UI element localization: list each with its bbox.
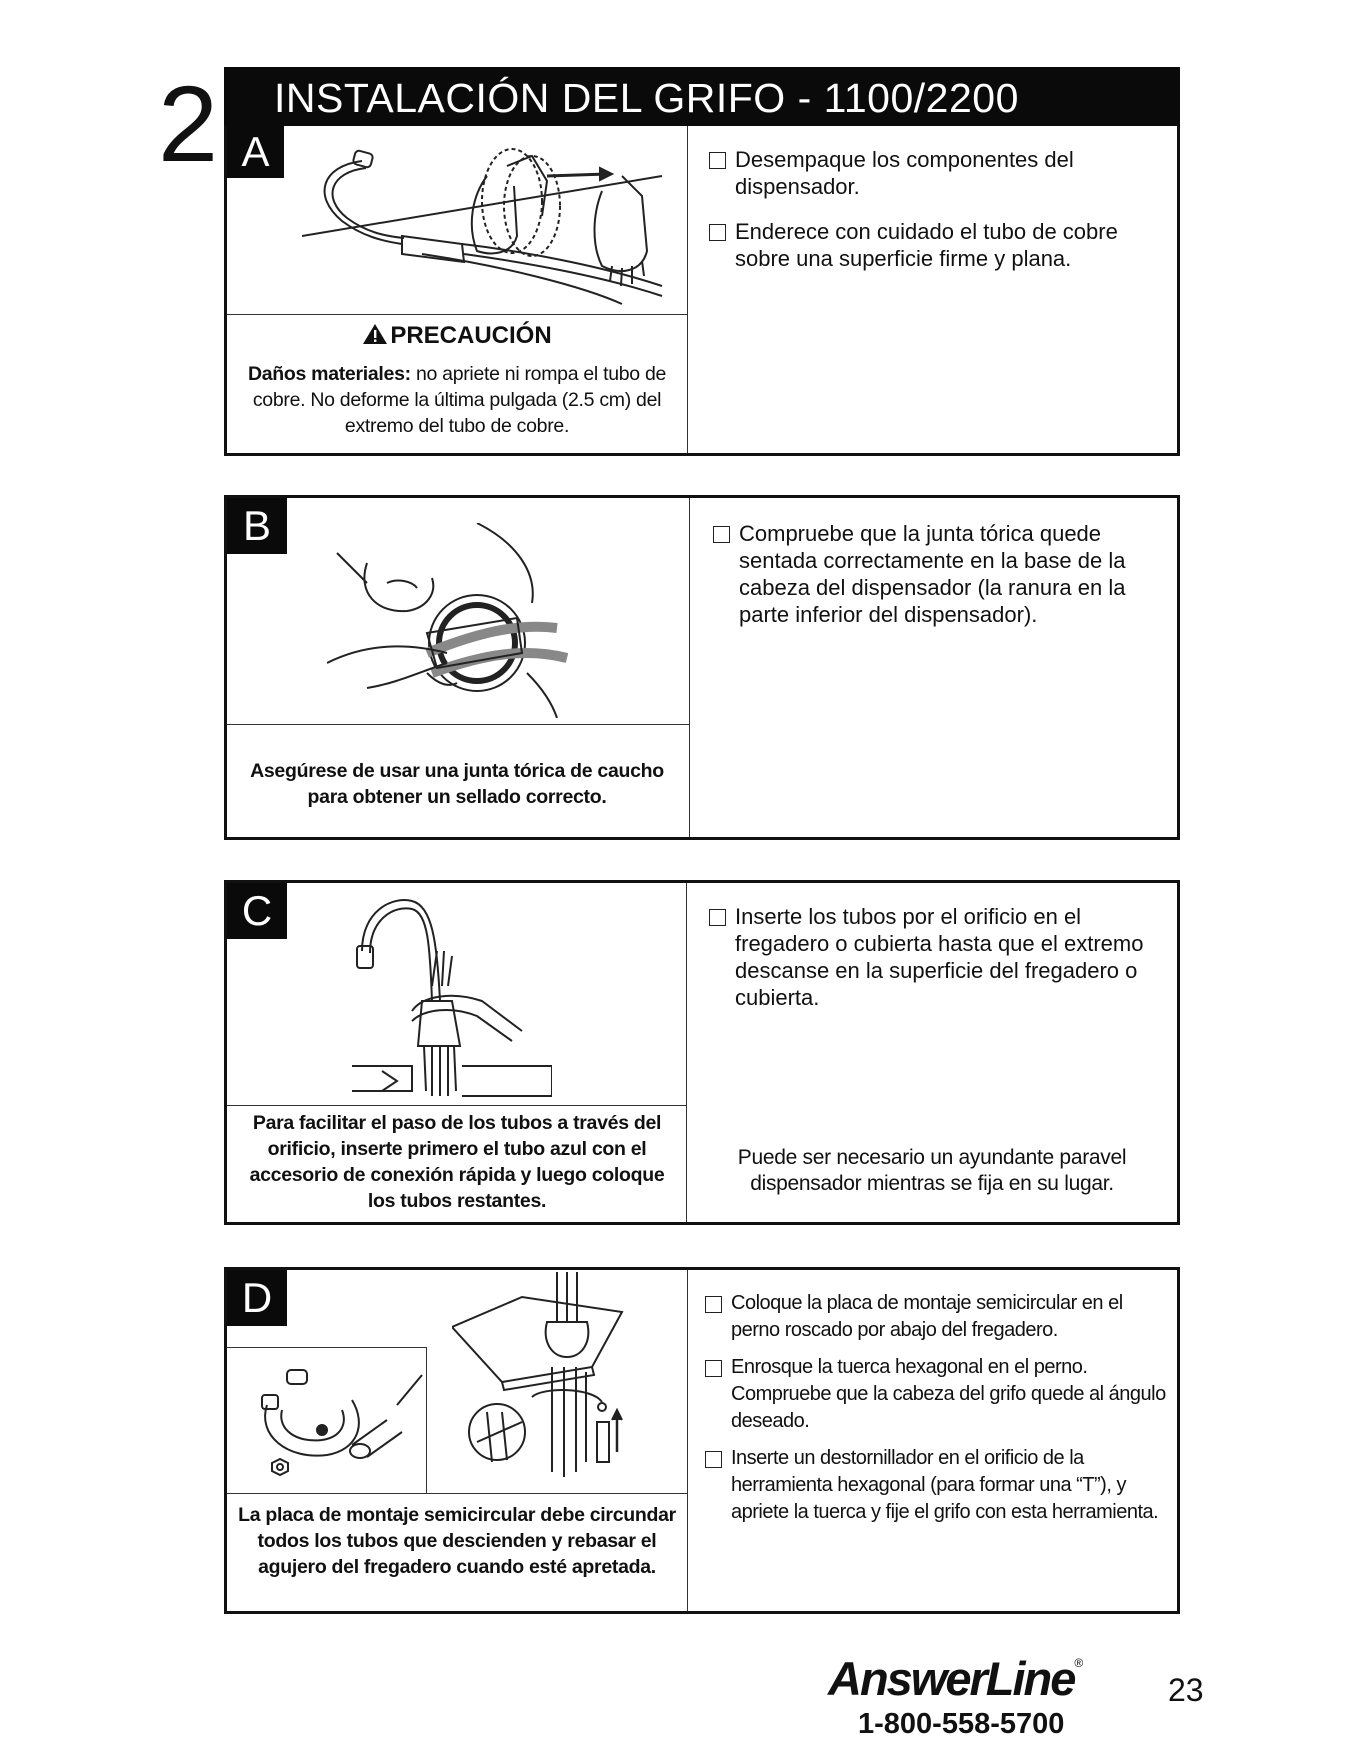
checklist-item[interactable]: Compruebe que la junta tórica quede sentada correctamente en la base de la cabeza del dispensador (la ranura en la parte inferior del dispensador).	[711, 520, 1161, 628]
checklist-item[interactable]: Enderece con cuidado el tubo de cobre sobre una superficie firme y plana.	[707, 218, 1137, 272]
section-header	[224, 67, 1180, 128]
o-ring-illustration	[327, 523, 587, 718]
panel-divider	[227, 724, 689, 725]
checklist-item[interactable]: Coloque la placa de montaje semicircular en el perno roscado por abajo del fregadero.	[703, 1290, 1173, 1344]
panel-c	[224, 880, 1180, 1225]
checklist-item[interactable]: Inserte un destornillador en el orificio de la herramienta hexagonal (para formar una “T”), y apriete la tuerca y fije el grifo con esta herramienta.	[703, 1445, 1173, 1526]
panel-letter: C	[227, 883, 287, 939]
panel-divider	[689, 498, 690, 837]
panel-letter: D	[227, 1270, 287, 1326]
brand-name: AnswerLine	[828, 1652, 1075, 1705]
panel-divider	[686, 883, 687, 1222]
caution-text	[237, 361, 677, 439]
brand-logo	[828, 1651, 1083, 1706]
registered-mark: ®	[1074, 1656, 1084, 1670]
caution-title	[227, 322, 687, 352]
caution-body: no apriete ni rompa el tubo de cobre. No deforme la última pulgada (2.5 cm) del extremo del tubo de cobre.	[252, 363, 667, 437]
panel-divider	[227, 1493, 687, 1494]
caution-bold: Daños materiales:	[247, 363, 411, 385]
panel-divider	[227, 314, 687, 315]
checklist-item[interactable]: Enrosque la tuerca hexagonal en el perno. Compruebe que la cabeza del grifo quede al ángulo deseado.	[703, 1354, 1173, 1435]
panel-b	[224, 495, 1180, 840]
mounting-plate-illustration	[247, 1365, 427, 1485]
checklist-item[interactable]: Inserte los tubos por el orificio en el fregadero o cubierta hasta que el extremo descanse en la superficie del fregadero o cubierta.	[707, 903, 1157, 1011]
page-number: 23	[1168, 1672, 1204, 1708]
checklist-item[interactable]: Desempaque los componentes del dispensador.	[707, 146, 1137, 200]
panel-d	[224, 1267, 1180, 1614]
straighten-tube-illustration	[302, 136, 672, 306]
o-ring-note: Asegúrese de usar una junta tórica de caucho para obtener un sellado correcto.	[250, 760, 664, 808]
page-title: INSTALACIÓN DEL GRIFO - 1100/2200	[274, 75, 1019, 121]
insert-tubes-illustration	[352, 891, 552, 1101]
panel-divider	[687, 1270, 688, 1611]
panel-a	[224, 126, 1180, 456]
panel-divider	[687, 126, 688, 453]
mounting-plate-note: La placa de montaje semicircular debe circundar todos los tubos que descienden y rebasar el agujero del fregadero cuando esté apretada.	[238, 1504, 676, 1578]
helper-note: Puede ser necesario un ayundante paravel dispensador mientras se fija en su lugar.	[737, 1146, 1127, 1195]
checklist-b	[711, 520, 1161, 646]
panel-divider	[227, 1105, 686, 1106]
panel-letter: B	[227, 498, 287, 554]
checklist-d	[703, 1290, 1173, 1536]
tube-order-note: Para facilitar el paso de los tubos a través del orificio, inserte primero el tubo azul con el accesorio de conexión rápida y luego coloque los tubos restantes.	[249, 1112, 665, 1212]
mounting-nut-illustration	[452, 1272, 677, 1490]
support-phone: 1-800-558-5700	[858, 1708, 1065, 1740]
checklist-a	[707, 146, 1137, 290]
panel-letter: A	[227, 126, 284, 178]
checklist-c	[707, 903, 1157, 1029]
step-number: 2	[158, 63, 219, 184]
warning-triangle-icon	[362, 323, 388, 352]
caution-label: PRECAUCIÓN	[390, 322, 552, 349]
